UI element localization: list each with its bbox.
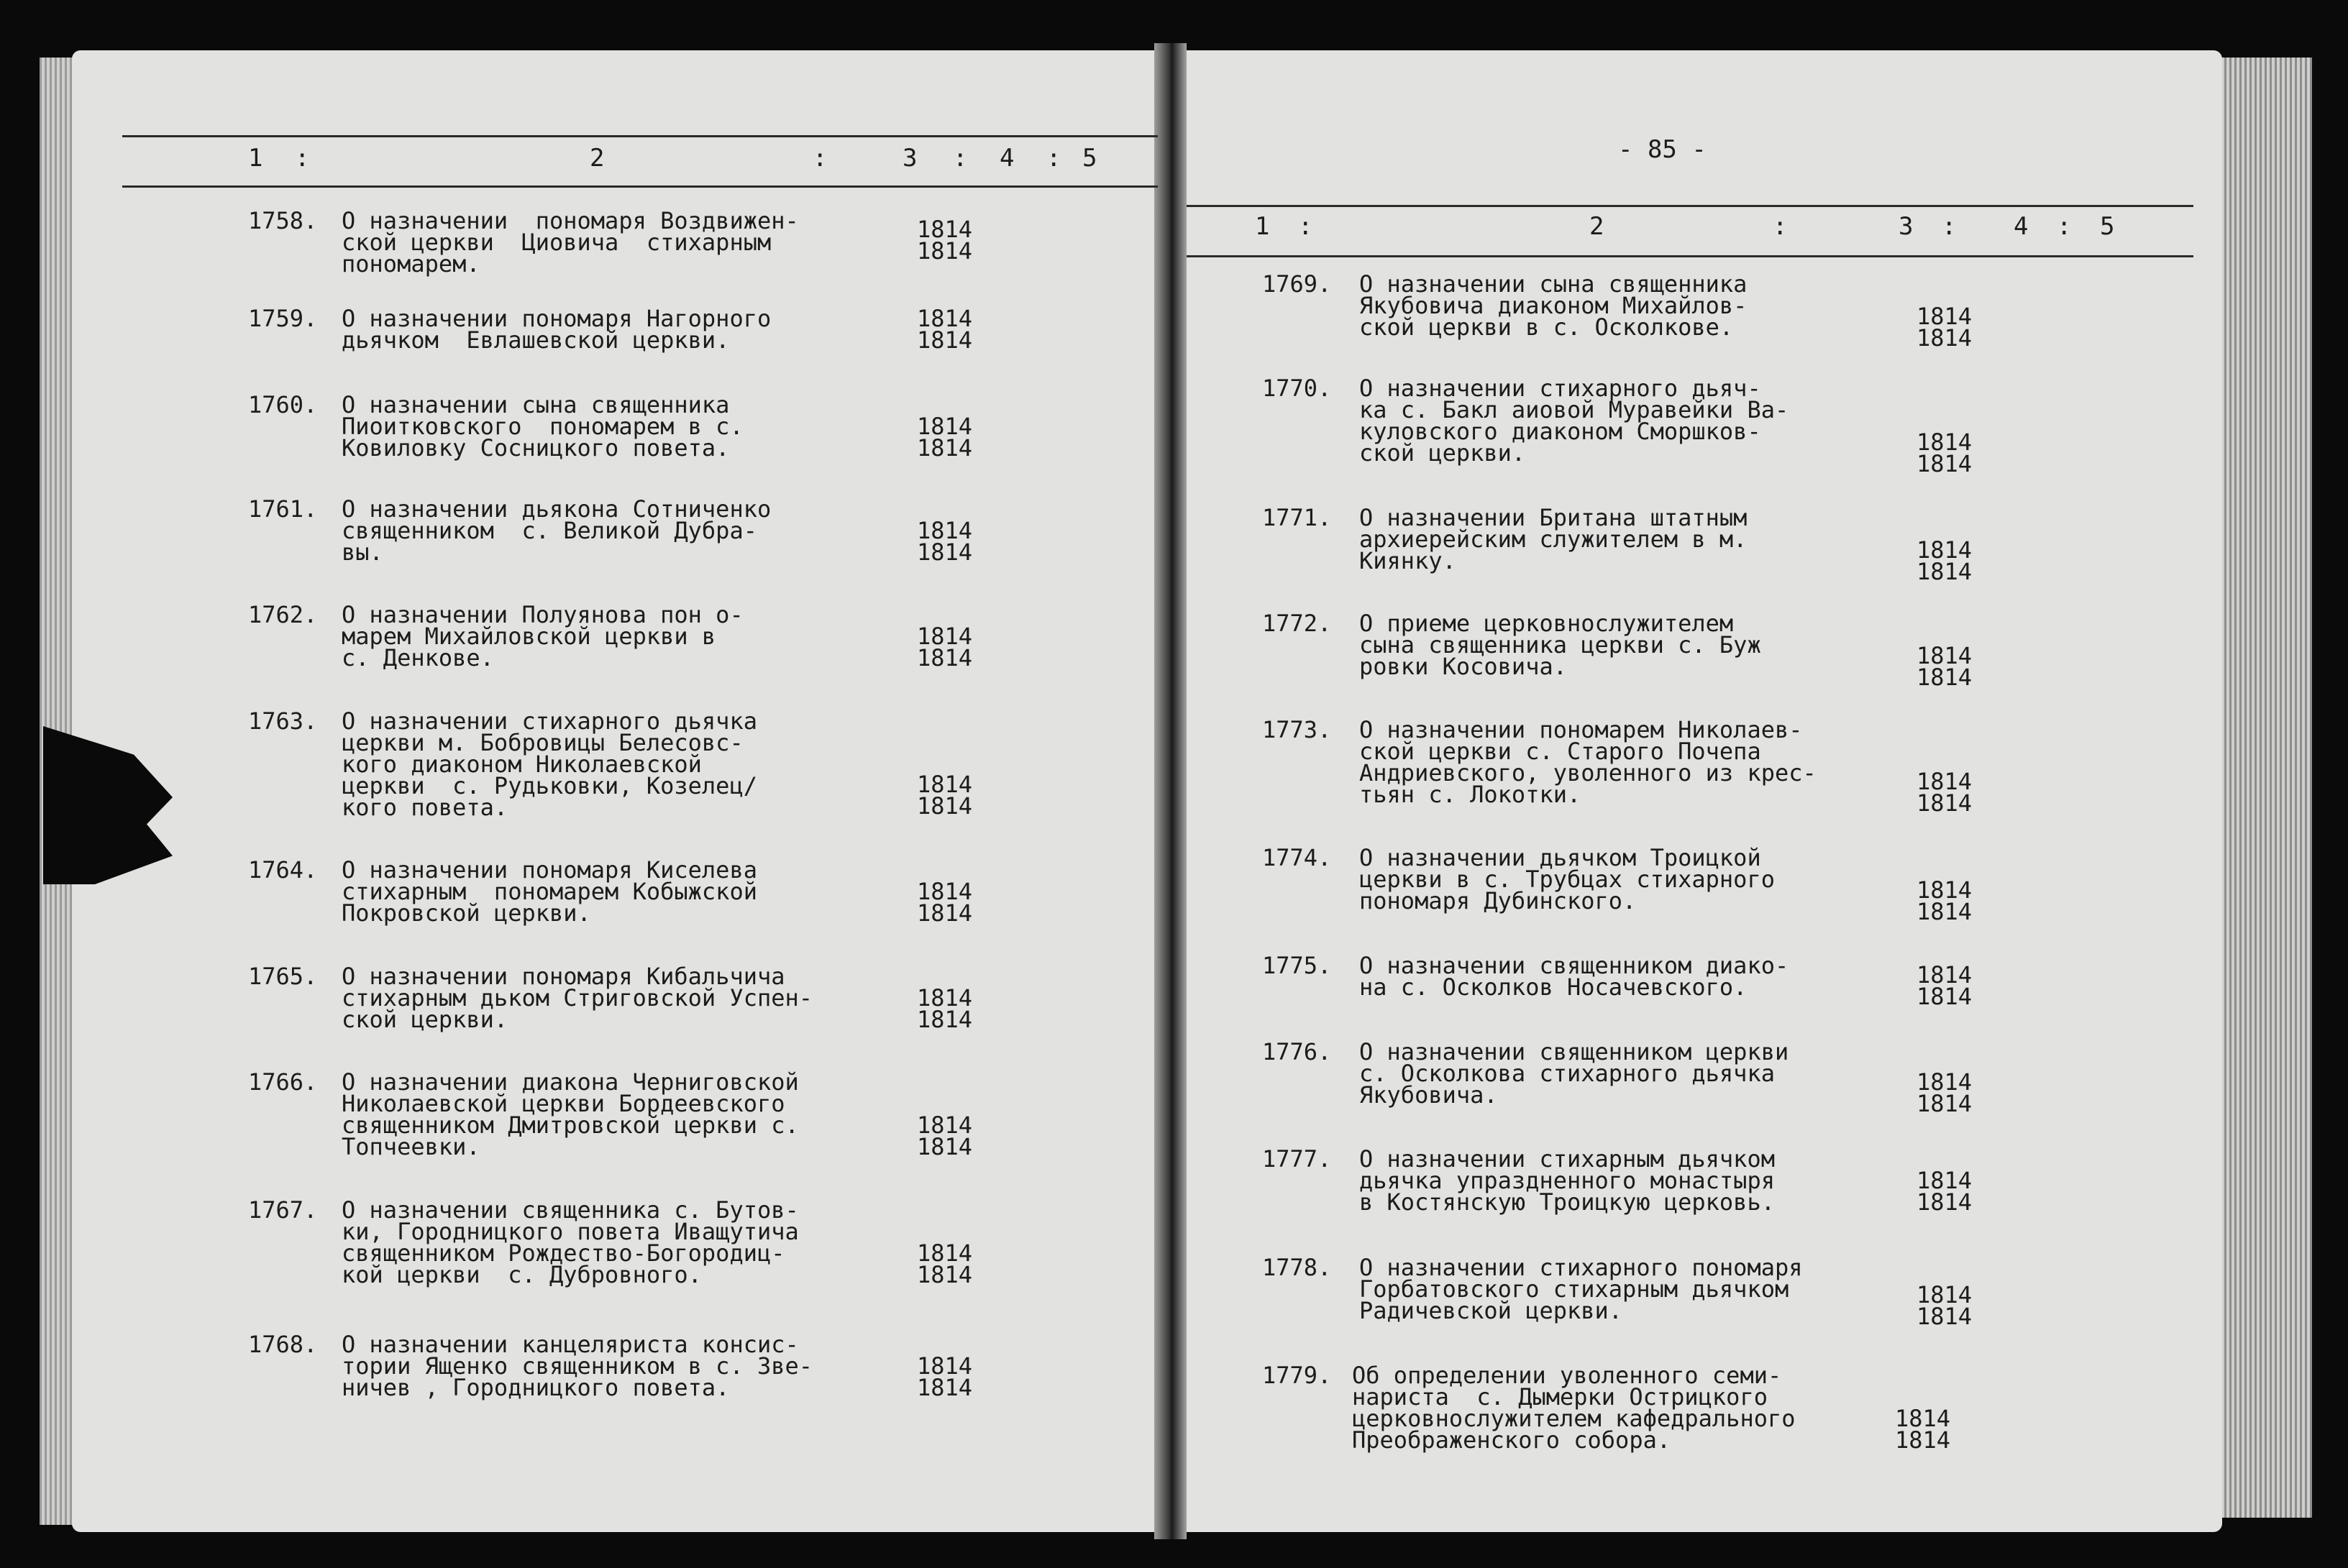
entry-text: О назначении пономаря Киселева стихарным пономарем Кобыжской Покровской церкви. bbox=[342, 856, 757, 927]
entry-text: О назначении сына священника Пиоитковского пономарем в с. Ковиловку Сосницкого повета. bbox=[342, 391, 744, 462]
entry-text: О назначении пономаря Кибальчича стихарным дьком Стриговской Успен- ской церкви. bbox=[342, 963, 813, 1033]
entry-text: О назначении пономаря Воздвижен- ской церкви Циовича стихарным пономарем. bbox=[342, 207, 799, 278]
list-item bbox=[248, 495, 1075, 570]
list-item bbox=[248, 963, 1075, 1037]
entry-number: 1766. bbox=[248, 1068, 318, 1096]
list-item bbox=[1262, 270, 1981, 352]
list-item bbox=[248, 707, 1075, 825]
entry-number: 1771. bbox=[1262, 504, 1332, 531]
entry-text: Об определении уволенного семи- нариста с. Дымерки Острицкого церковнослужителем кафедрального Преображенского собора. bbox=[1352, 1362, 1796, 1454]
entry-text: О назначении канцеляриста консис- тории Ященко священником в с. Звe- ничев , Городницкого повета. bbox=[342, 1331, 813, 1401]
left-header-bottom-rule bbox=[122, 185, 1158, 188]
entry-years: 1814 1814 bbox=[917, 878, 973, 927]
entry-text: О назначении священником диако- на с. Осколков Носачевского. bbox=[1359, 952, 1789, 1001]
right-col3-heading: 3 bbox=[1899, 212, 1914, 241]
entry-years: 1814 1814 bbox=[1917, 428, 1973, 477]
list-item bbox=[248, 856, 1075, 931]
left-sep-2: : bbox=[813, 144, 828, 173]
right-sep-2: : bbox=[1773, 212, 1788, 241]
right-sep-4: : bbox=[2057, 212, 2072, 241]
left-header-top-rule bbox=[122, 135, 1158, 137]
entry-number: 1773. bbox=[1262, 716, 1332, 743]
entry-number: 1765. bbox=[248, 963, 318, 990]
page-number: - 85 - bbox=[1618, 135, 1707, 164]
entry-text: О назначении сына священника Якубовича диаконом Михайлов- ской церкви в с. Осколкове. bbox=[1359, 270, 1748, 341]
entry-years: 1814 1814 bbox=[1917, 642, 1973, 691]
list-item bbox=[248, 1331, 1075, 1406]
entry-text: О назначении диакона Черниговской Николаевской церкви Бордеевского священником Дмитровской церкви с. Топчеевки. bbox=[342, 1068, 799, 1160]
list-item bbox=[1262, 1254, 1981, 1336]
entry-text: О назначении пономаря Нагорного дьячком Евлашевской церкви. bbox=[342, 305, 772, 354]
entry-number: 1778. bbox=[1262, 1254, 1332, 1281]
right-col2-heading: 2 bbox=[1589, 212, 1604, 241]
entry-text: О назначении Британа штатным архиерейским служителем в м. Киянку. bbox=[1359, 504, 1748, 574]
entry-text: О назначении священника с. Бутов- ки, Городницкого повета Иващутича священником Рождество-Богородиц- кой церкви с. Дубровного. bbox=[342, 1196, 799, 1288]
entry-years: 1814 1814 bbox=[917, 517, 973, 566]
list-item bbox=[1262, 1362, 1981, 1465]
entry-years: 1814 1814 bbox=[1917, 303, 1973, 352]
list-item bbox=[248, 305, 1075, 365]
list-item bbox=[1262, 377, 1981, 478]
list-item bbox=[248, 1068, 1075, 1165]
entry-years: 1814 1814 bbox=[917, 1111, 973, 1160]
list-item bbox=[1262, 504, 1981, 586]
list-item bbox=[1262, 1038, 1981, 1120]
entry-years: 1814 1814 bbox=[1917, 1281, 1973, 1330]
entry-number: 1779. bbox=[1262, 1362, 1332, 1389]
entry-number: 1758. bbox=[248, 207, 318, 234]
entry-number: 1772. bbox=[1262, 610, 1332, 637]
entry-number: 1764. bbox=[248, 856, 318, 884]
right-sep-1: : bbox=[1298, 212, 1313, 241]
book-page-edges-right bbox=[2211, 58, 2312, 1518]
entry-number: 1760. bbox=[248, 391, 318, 418]
entry-text: О назначении стихарного пономаря Горбатовского стихарным дьячком Радичевской церкви. bbox=[1359, 1254, 1803, 1324]
list-item bbox=[1262, 716, 1981, 820]
entry-years: 1814 1814 bbox=[917, 216, 973, 265]
entry-number: 1768. bbox=[248, 1331, 318, 1358]
right-col5-heading: 5 bbox=[2100, 212, 2115, 241]
entry-text: О назначении дьякона Сотниченко священником с. Великой Дубра- вы. bbox=[342, 495, 772, 566]
list-item bbox=[1262, 1145, 1981, 1227]
left-col5-heading: 5 bbox=[1082, 144, 1097, 173]
entry-number: 1769. bbox=[1262, 270, 1332, 298]
entry-number: 1761. bbox=[248, 495, 318, 523]
entry-number: 1767. bbox=[248, 1196, 318, 1224]
entry-text: О приеме церковнослужителем сына священника церкви с. Буж ровки Косовича. bbox=[1359, 610, 1761, 680]
entry-years: 1814 1814 bbox=[1917, 876, 1973, 925]
left-col1-heading: 1 bbox=[248, 144, 263, 173]
entry-number: 1762. bbox=[248, 601, 318, 628]
entry-years: 1814 1814 bbox=[1917, 1167, 1973, 1216]
right-col4-heading: 4 bbox=[2014, 212, 2029, 241]
list-item bbox=[248, 601, 1075, 676]
entry-text: О назначении стихарного дьячка церкви м. Бобровицы Белесовс- кого диаконом Николаевской церкви с. Рудьковки, Козелец/ кого повета. bbox=[342, 707, 757, 821]
entry-text: О назначении Полуянова пон о- марем Михайловской церкви в с. Денкове. bbox=[342, 601, 744, 671]
entry-years: 1814 1814 bbox=[1895, 1405, 1951, 1454]
entry-years: 1814 1814 bbox=[917, 1239, 973, 1288]
entry-text: О назначении стихарным дьячком дьячка упраздненного монастыря в Костянскую Троицкую церковь. bbox=[1359, 1145, 1775, 1216]
left-col4-heading: 4 bbox=[1000, 144, 1015, 173]
list-item bbox=[248, 391, 1075, 466]
entry-years: 1814 1814 bbox=[1917, 1068, 1973, 1117]
list-item bbox=[248, 207, 1075, 282]
entry-number: 1776. bbox=[1262, 1038, 1332, 1065]
entry-years: 1814 1814 bbox=[917, 984, 973, 1033]
left-col3-heading: 3 bbox=[903, 144, 918, 173]
entry-years: 1814 1814 bbox=[1917, 536, 1973, 585]
entry-years: 1814 1814 bbox=[1917, 768, 1973, 817]
entry-years: 1814 1814 bbox=[917, 1352, 973, 1401]
entry-years: 1814 1814 bbox=[917, 305, 973, 354]
entry-years: 1814 1814 bbox=[917, 623, 973, 671]
entry-years: 1814 1814 bbox=[917, 413, 973, 462]
book-gutter bbox=[1154, 43, 1187, 1539]
list-item bbox=[1262, 844, 1981, 926]
left-sep-4: : bbox=[1046, 144, 1061, 173]
entry-number: 1770. bbox=[1262, 375, 1332, 402]
left-sep-3: : bbox=[953, 144, 968, 173]
entry-text: О назначении священником церкви с. Осколкова стихарного дьячка Якубовича. bbox=[1359, 1038, 1789, 1109]
right-header-bottom-rule bbox=[1187, 255, 2193, 257]
entry-text: О назначении стихарного дьяч- ка с. Бакл аиовой Муравейки Ва- куловского диаконом Сморшков- ской церкви. bbox=[1359, 375, 1789, 467]
entry-number: 1777. bbox=[1262, 1145, 1332, 1173]
list-item bbox=[248, 1196, 1075, 1293]
right-sep-3: : bbox=[1942, 212, 1957, 241]
entry-number: 1759. bbox=[248, 305, 318, 332]
entry-years: 1814 1814 bbox=[1917, 961, 1973, 1010]
entry-text: О назначении дьячком Троицкой церкви в с. Трубцах стихарного пономаря Дубинского. bbox=[1359, 844, 1775, 914]
entry-years: 1814 1814 bbox=[917, 771, 973, 820]
right-header-top-rule bbox=[1187, 205, 2193, 207]
left-sep-1: : bbox=[295, 144, 310, 173]
list-item bbox=[1262, 610, 1981, 692]
entry-number: 1775. bbox=[1262, 952, 1332, 979]
entry-text: О назначении пономарем Николаев- ской церкви с. Старого Почепа Андриевского, уволенного из крес- тьян с. Локотки. bbox=[1359, 716, 1817, 808]
list-item bbox=[1262, 952, 1981, 1012]
entry-number: 1763. bbox=[248, 707, 318, 735]
entry-number: 1774. bbox=[1262, 844, 1332, 871]
left-col2-heading: 2 bbox=[590, 144, 605, 173]
right-col1-heading: 1 bbox=[1255, 212, 1270, 241]
